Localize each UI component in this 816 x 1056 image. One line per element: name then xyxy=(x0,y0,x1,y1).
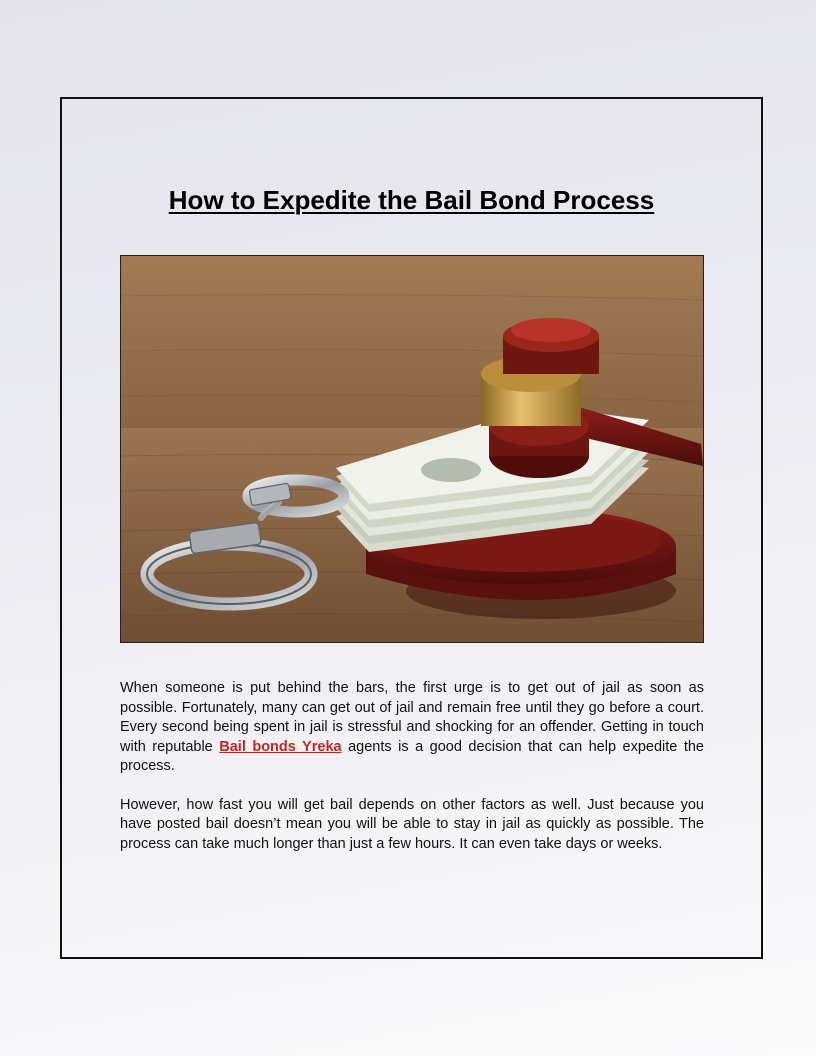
photo-illustration xyxy=(121,256,703,642)
gavel-money-handcuffs-photo xyxy=(120,255,704,643)
paragraph-1-text-before: When someone is put behind the bars, the first urge is to get out of jail as soon as possible. Fortunately, many can get out of jail and remain free until they go before a court. Every second being spent in jail is stressful and shocking for an offender. Getting in touch with reputable xyxy=(120,680,704,755)
page-frame xyxy=(60,97,763,959)
paragraph-2: However, how fast you will get bail depends on other factors as well. Just because you have posted bail doesn’t mean you will be able to stay in jail as quickly as possible. The process can take much longer than just a few hours. It can even take days or weeks. xyxy=(120,796,704,852)
bail-bonds-link[interactable]: Bail bonds Yreka xyxy=(219,738,342,755)
paragraph-1-text-after: agents is a good decision that can help expedite the process. xyxy=(120,738,705,774)
body-text xyxy=(120,679,704,873)
paragraph-1 xyxy=(120,679,704,777)
page-title: How to Expedite the Bail Bond Process xyxy=(168,185,655,215)
